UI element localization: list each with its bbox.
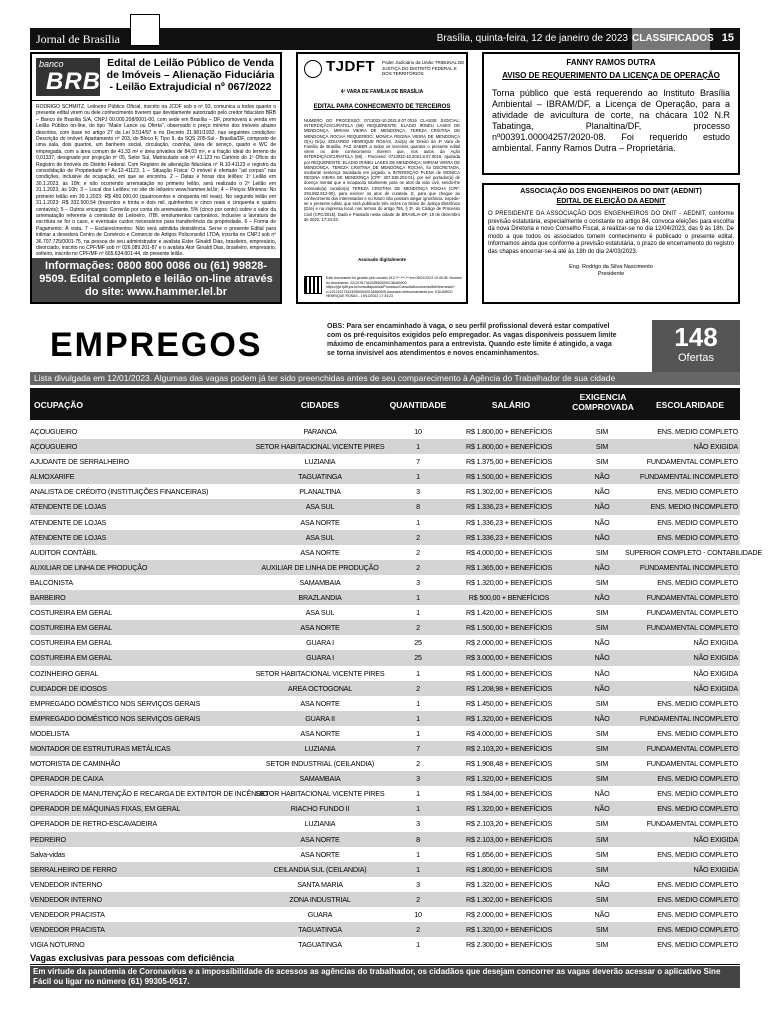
cell-exigencia: NÃO — [594, 487, 610, 497]
cell-exigencia: NÃO — [594, 713, 610, 723]
cell-salario: R$ 4.000,00 + BENEFÍCIOS — [465, 728, 553, 738]
cell-salario: R$ 1.365,00 + BENEFÍCIOS — [465, 562, 553, 572]
cell-escolaridade: ENS. MEDIO COMPLETO — [657, 532, 738, 542]
table-row — [30, 635, 740, 650]
cell-escolaridade: ENS. MEDIO COMPLETO — [657, 940, 738, 950]
cell-salario: R$ 2.000,00 + BENEFÍCIOS — [465, 910, 553, 919]
cell-quantidade: 7 — [416, 457, 420, 467]
cell-escolaridade: ENS. MEDIO COMPLETO — [657, 728, 738, 738]
cell-ocupacao: EMPREGADO DOMÉSTICO NOS SERVIÇOS GERAIS — [30, 698, 201, 708]
table-row — [30, 530, 740, 545]
cell-quantidade: 1 — [416, 804, 420, 814]
publication-name: Jornal de Brasília — [36, 32, 120, 46]
cell-quantidade: 1 — [416, 713, 420, 723]
cell-escolaridade: ENS. MEDIO COMPLETO — [657, 925, 738, 935]
cell-ocupacao: VENDEDOR INTERNO — [30, 879, 102, 889]
cell-quantidade: 3 — [416, 879, 420, 889]
cell-ocupacao: ATENDENTE DE LOJAS — [30, 517, 107, 527]
tjdft-institution: Poder Judiciário da União TRIBUNAL DE JUSTIÇA DO DISTRITO FEDERAL E DOS TERRITÓRIOS — [382, 60, 465, 76]
cell-quantidade: 1 — [416, 593, 420, 603]
cell-escolaridade: ENS. MEDIO COMPLETO — [657, 487, 738, 497]
cell-cidade: ASA NORTE — [300, 698, 340, 708]
cell-escolaridade: FUNDAMENTAL COMPLETO — [646, 759, 738, 769]
cell-salario: R$ 1.336,23 + BENEFÍCIOS — [465, 502, 553, 512]
cell-ocupacao: COSTUREIRA EM GERAL — [30, 623, 113, 633]
tjdft-logo: TJDFT — [326, 58, 376, 75]
cell-quantidade: 8 — [416, 834, 420, 844]
notice-name: FANNY RAMOS DUTRA — [566, 58, 656, 67]
cell-ocupacao: MODELISTA — [30, 728, 70, 738]
cell-cidade: TAGUATINGA — [298, 925, 342, 935]
cell-escolaridade: NÃO EXIGIDA — [693, 442, 738, 452]
cell-salario: R$ 1.800,00 + BENEFÍCIOS — [465, 442, 553, 452]
cell-quantidade: 1 — [416, 442, 420, 452]
cell-salario: R$ 2.103,00 + BENEFÍCIOS — [465, 834, 553, 844]
aednit-title: EDITAL DE ELEIÇÃO DA AEDNIT — [556, 198, 666, 205]
header-escolaridade: ESCOLARIDADE — [655, 400, 724, 410]
table-row — [30, 484, 740, 499]
cell-ocupacao: PEDREIRO — [30, 834, 66, 844]
empregos-observation: OBS: Para ser encaminhado à vaga, o seu perfil profissional deverá estar compatível com os pré-requisitos exigidos pelo empregador. As vagas disponíveis possuem limite máximo de encaminhamentos para a entrevista. Quando este limite é atingido, a vaga se torna invisível aos atendimentos e novos encaminhamentos. — [327, 323, 617, 357]
cell-ocupacao: VENDEDOR INTERNO — [30, 894, 102, 904]
header-cidades: CIDADES — [300, 400, 340, 410]
tjdft-signature: Assinado digitalmente — [357, 257, 406, 262]
cell-salario: R$ 1.302,00 + BENEFÍCIOS — [465, 487, 553, 497]
notice-title: AVISO DE REQUERIMENTO DA LICENÇA DE OPERAÇÃO — [502, 71, 720, 80]
cell-ocupacao: SERRALHEIRO DE FERRO — [30, 864, 117, 874]
cell-exigencia: NÃO — [594, 683, 610, 693]
cell-ocupacao: ATENDENTE DE LOJAS — [30, 502, 107, 512]
cell-quantidade: 2 — [416, 547, 420, 557]
cell-escolaridade: FUNDAMENTAL COMPLETO — [646, 819, 738, 829]
cell-salario: R$ 2.000,00 + BENEFÍCIOS — [465, 638, 553, 648]
table-row — [30, 666, 740, 681]
cell-exigencia: SIM — [595, 608, 609, 618]
aednit-signer: Eng. Rodrigo da Silva Nascimento — [569, 264, 653, 270]
cell-escolaridade: ENS. MEDIO COMPLETO — [657, 774, 738, 784]
jobs-table-header — [30, 388, 740, 420]
table-row — [30, 771, 740, 786]
cell-escolaridade: ENS. MEDIO COMPLETO — [657, 789, 738, 799]
cell-salario: R$ 1.336,23 + BENEFÍCIOS — [465, 517, 553, 527]
disability-jobs-heading: Vagas exclusivas para pessoas com deficiência — [30, 953, 740, 965]
cell-cidade: SAMAMBAIA — [299, 774, 341, 784]
cell-salario: R$ 1.320,00 + BENEFÍCIOS — [465, 804, 553, 814]
offers-label: Ofertas — [677, 352, 715, 364]
cell-exigencia: SIM — [595, 442, 609, 452]
cell-salario: R$ 1.320,00 + BENEFÍCIOS — [465, 925, 553, 935]
brb-logo — [36, 58, 100, 96]
cell-ocupacao: AÇOUGUEIRO — [30, 442, 78, 452]
offers-count-box — [652, 320, 740, 372]
table-row — [30, 877, 740, 892]
cell-exigencia: SIM — [595, 834, 609, 844]
cell-quantidade: 10 — [414, 427, 422, 436]
qr-code-icon — [304, 276, 322, 294]
cell-salario: R$ 1.302,00 + BENEFÍCIOS — [465, 894, 553, 904]
table-row — [30, 937, 740, 952]
cell-escolaridade: ENS. MEDIO COMPLETO — [657, 879, 738, 889]
cell-salario: R$ 1.600,00 + BENEFÍCIOS — [465, 668, 553, 678]
section-name: CLASSIFICADOS — [632, 28, 710, 50]
table-row — [30, 545, 762, 560]
cell-cidade: ASA NORTE — [300, 849, 340, 859]
cell-cidade: TAGUATINGA — [298, 940, 342, 950]
cell-escolaridade: ENS. MEDIO COMPLETO — [657, 517, 738, 527]
cell-cidade: PLANALTINA — [299, 487, 341, 497]
cell-ocupacao: CUIDADOR DE IDOSOS — [30, 683, 107, 693]
table-row — [30, 681, 740, 696]
cell-cidade: ASA NORTE — [300, 834, 340, 844]
tjdft-edital-ad — [296, 52, 468, 304]
cell-quantidade: 1 — [416, 940, 420, 950]
cell-cidade: ASA NORTE — [300, 547, 340, 557]
cell-exigencia: SIM — [595, 819, 609, 829]
table-row — [30, 424, 740, 439]
cell-cidade: ASA NORTE — [300, 623, 340, 633]
cell-exigencia: SIM — [595, 940, 609, 950]
cell-quantidade: 3 — [416, 819, 420, 829]
cell-exigencia: NÃO — [594, 789, 610, 799]
cell-salario: R$ 1.800,00 + BENEFÍCIOS — [465, 427, 553, 436]
cell-quantidade: 1 — [416, 608, 420, 618]
cell-cidade: AREA OCTOGONAL — [287, 683, 353, 693]
cell-ocupacao: OPERADOR DE CAIXA — [30, 774, 104, 784]
table-row — [30, 499, 740, 514]
cell-ocupacao: AUDITOR CONTÁBIL — [30, 547, 97, 557]
publication-date: Brasília, quinta-feira, 12 de janeiro de 2023 — [436, 33, 628, 44]
cell-quantidade: 2 — [416, 532, 420, 542]
table-row — [30, 605, 740, 620]
cell-salario: R$ 1.320,00 + BENEFÍCIOS — [465, 713, 553, 723]
cell-salario: R$ 1.500,00 + BENEFÍCIOS — [465, 623, 553, 633]
cell-salario: R$ 2.103,20 + BENEFÍCIOS — [465, 819, 553, 829]
cell-exigencia: NÃO — [594, 668, 610, 678]
table-row — [30, 454, 740, 469]
cell-salario: R$ 3.000,00 + BENEFÍCIOS — [465, 653, 553, 663]
cell-exigencia: NÃO — [594, 638, 610, 648]
cell-exigencia: SIM — [595, 457, 609, 467]
brb-logo-small: banco — [39, 59, 64, 69]
brb-ad-title: Edital de Leilão Público de Venda de Imóveis – Alienação Fiduciária - Leilão Extrajudicial nº 067/2022 — [106, 57, 275, 93]
cell-quantidade: 1 — [416, 668, 420, 678]
brb-logo-big: BRB — [46, 68, 101, 95]
cell-cidade: CEILANDIA SUL (CEILANDIA) — [273, 864, 367, 874]
cell-escolaridade: NÃO EXIGIDA — [693, 864, 738, 874]
cell-cidade: SAMAMBAIA — [299, 577, 341, 587]
table-row — [30, 620, 740, 635]
table-row — [30, 439, 740, 454]
cell-ocupacao: Salva-vidas — [30, 849, 65, 859]
cell-cidade: ASA SUL — [305, 608, 335, 618]
cell-exigencia: SIM — [595, 623, 609, 633]
cell-quantidade: 2 — [416, 623, 420, 633]
table-row — [30, 862, 740, 877]
cell-salario: R$ 500,00 + BENEFÍCIOS — [468, 593, 550, 603]
notice-body: Torna público que está requerendo ao Instituto Brasília Ambiental – IBRAM/DF, a Licença de Operação, para a atividade de avicultura de corte, na chácara 102 N.R Tabatinga, Planaltina/DF, processo nº00391.00004257/2020-08. Foi requerido estudo ambiental. Fanny Ramos Dutra – Proprietária. — [492, 88, 730, 153]
cell-salario: R$ 1.800,00 + BENEFÍCIOS — [465, 864, 553, 874]
cell-cidade: SETOR HABITACIONAL VICENTE PIRES — [255, 789, 385, 799]
table-row — [30, 741, 740, 756]
header-quantidade: QUANTIDADE — [389, 400, 447, 410]
cell-exigencia: SIM — [595, 728, 609, 738]
cell-ocupacao: MONTADOR DE ESTRUTURAS METÁLICAS — [30, 743, 171, 753]
cell-exigencia: NÃO — [594, 910, 610, 919]
cell-exigencia: SIM — [595, 577, 609, 587]
cell-cidade: ASA SUL — [305, 502, 335, 512]
cell-exigencia: NÃO — [594, 804, 610, 814]
cell-ocupacao: BARBEIRO — [30, 593, 66, 603]
cell-cidade: SETOR HABITACIONAL VICENTE PIRES — [255, 668, 385, 678]
tjdft-verification: Este documento foi gerado pelo usuário 012.***.***-** em 09/01/2023 10:49:36. Número do documento: 22121917342325500000136460000 https://pje.tjdft.jus.br/consultapublica/Processo/ConsultaDocumento/listView.seam?x=22121917342325500000136460000 Assinado eletronicamente por: EDUARDO HENRIQUE ROSAS - 19/12/2022 17:34:23 — [326, 276, 463, 298]
cell-exigencia: SIM — [595, 743, 609, 753]
cell-quantidade: 3 — [416, 577, 420, 587]
cell-exigencia: NÃO — [594, 653, 610, 663]
table-row — [30, 575, 740, 590]
cell-cidade: ASA SUL — [305, 532, 335, 542]
cell-escolaridade: NÃO EXIGIDA — [693, 683, 738, 693]
cell-ocupacao: ANALISTA DE CRÉDITO (INSTITUIÇÕES FINANCEIRAS) — [30, 487, 209, 497]
table-row — [30, 590, 740, 605]
brb-ad-footer: Informações: 0800 800 0086 ou (61) 99828-9509. Edital completo e leilão on-line através do site: www.hammer.lel.br — [32, 258, 280, 302]
cell-escolaridade: NÃO EXIGIDA — [693, 834, 738, 844]
cell-cidade: AUXILIAR DE LINHA DE PRODUÇÃO — [261, 562, 379, 572]
table-row — [30, 847, 740, 862]
cell-escolaridade: ENS. MEDIO COMPLETO — [657, 427, 738, 436]
table-row — [30, 560, 740, 575]
cell-exigencia: SIM — [595, 698, 609, 708]
cell-exigencia: NÃO — [594, 472, 610, 482]
cell-escolaridade: FUNDAMENTAL COMPLETO — [646, 608, 738, 618]
cell-quantidade: 1 — [416, 728, 420, 738]
cell-quantidade: 7 — [416, 743, 420, 753]
page-number: 15 — [721, 32, 734, 44]
cell-exigencia: NÃO — [594, 593, 610, 603]
cell-ocupacao: VENDEDOR PRACISTA — [30, 910, 105, 919]
cell-quantidade: 3 — [416, 487, 420, 497]
table-row — [30, 696, 740, 711]
table-row — [30, 756, 740, 771]
table-row — [30, 786, 740, 801]
coat-of-arms-icon — [304, 60, 322, 78]
brb-ad-body: RODRIGO SCHMITZ, Leiloeiro Público Oficial, inscrito na JCDF sob o nº 93, comunica a todos quanto o presente edital virem ou dele conhecimento tiverem que devidamente autorizado pelo credor fiduciário BRB – Banco de Brasília S/A, CNPJ 00.000.208/0001-00, com sede em Brasília – DF, promoverá a venda em Leilão Público on-line, do tipo "Maior Lance ou Oferta", observado o preço mínimo dos imóveis abaixo descritos, com base no artigo 27 da Lei 9.514/97 e no Decreto 21.981/1932, nas seguintes condições: Descrição do imóvel: Apartamento nº 203, do Bloco F, Tipo 9, da SQS 205-Sul - Brasília/DF, composto de uma sala, dois quartos, um banheiro social, circulação, cozinha, área de serviço, quarto e WC de empregada, com a área comum de 41,33 m² e área privativa de 84,03 m², e a fração ideal do terreno de 0,01337, designado por projeção nº 05, Setor Sul, Matriculado sob nº 41.123 no Cartório do 1º Ofício do Registro de Imóveis do Distrito Federal. Com Registro de alienação fiduciária nº R.10-41123 e registro da consolidação de Propriedade nº Av.12-41123. 1 – Situação Física: O imóvel é ofertado "ad corpus" nas condições, inclusive de ocupação, em que se encontra. 2 – Datas e horas dos leilões: 1º Leilão em 30.1.2023, às 10h; e não ocorrendo arrematação no primeiro leilão, será realizado o 2º Leilão em 31.1.2023, às 10h; 3 – Local dos Leilões: no site do leiloeiro www.hammer.lel.br; 4 – Preços Mínimos: No primeiro leilão em 30.1.2023: R$ 450.000,00 (quatrocentos e cinquenta mil reais). No segundo leilão em 31.1.2023: R$ 332.500,54 (trezentos e trinta e dois mil, quinhentos e cinco reais e cinquenta e quatro centavos); 5 – Outros encargos: Correrão por conta do arrematante, 5% (cinco por cento) sobre o valor da arrematação referente à comissão do Leiloeiro, ITBI, emolumentos cartorários. Inclusive a lavratura de escritura se for o caso, e eventuais custos necessários para transferência da propriedade. 6 – Forma de Pagamento: À vista. 7 – Esclarecimentos: Não será admitida desistência. Serve o presente Edital para intimar a devedora Centro de Comércio e Comercio de Artigos Policonsolid LTDA, inscrita no CNPJ sob nº 36.707.725/0001-75, na pessoa de seu administrador e avalista Ester Ginaldi Dias, brasileiro, empresário, divorciado, inscrito no CPF/MF sob nº 026.089.201-87 e o avalista Ator Ginaldi Dias, brasileiro, empresário, solteiro, inscrito no CPF/MF nº 665.634.001-44, do presente leilão. — [36, 104, 276, 258]
header-ocupacao: OCUPAÇÃO — [34, 400, 83, 410]
cell-exigencia: NÃO — [594, 562, 610, 572]
cell-quantidade: 25 — [414, 638, 422, 648]
table-row — [30, 726, 740, 741]
cell-cidade: ASA NORTE — [300, 728, 340, 738]
cell-exigencia: NÃO — [594, 502, 610, 512]
cell-escolaridade: FUNDAMENTAL INCOMPLETO — [639, 472, 738, 482]
tjdft-court: 4ª VARA DE FAMÍLIA DE BRASÍLIA — [340, 89, 424, 95]
table-row — [30, 907, 740, 922]
cell-salario: R$ 4.000,00 + BENEFÍCIOS — [465, 547, 553, 557]
cell-cidade: ZONA INDUSTRIAL — [289, 894, 351, 904]
table-row — [30, 515, 740, 530]
table-row — [30, 892, 740, 907]
cell-salario: R$ 1.208,98 + BENEFÍCIOS — [465, 683, 553, 693]
cell-escolaridade: NÃO EXIGIDA — [693, 653, 738, 663]
cell-ocupacao: VENDEDOR PRACISTA — [30, 925, 105, 935]
cell-cidade: LUZIANIA — [304, 457, 336, 467]
cell-escolaridade: FUNDAMENTAL COMPLETO — [646, 623, 738, 633]
list-date-notice: Lista divulgada em 12/01/2023. Algumas das vagas podem já ter sido preenchidas antes de seu comparecimento à Agência do Trabalhador de sua cidade — [30, 372, 740, 385]
cell-cidade: TAGUATINGA — [298, 472, 342, 482]
license-notice-ad — [482, 52, 740, 175]
cell-exigencia: SIM — [595, 759, 609, 769]
cell-escolaridade: ENS. MEDIO COMPLETO — [657, 910, 738, 919]
cell-quantidade: 3 — [416, 774, 420, 784]
cell-ocupacao: BALCONISTA — [30, 577, 73, 587]
cell-ocupacao: ALMOXARIFE — [30, 472, 75, 482]
cell-exigencia: SIM — [595, 864, 609, 874]
cell-ocupacao: COSTUREIRA EM GERAL — [30, 608, 113, 618]
cell-escolaridade: SUPERIOR COMPLETO - CONTABILIDADE — [625, 547, 762, 557]
empregos-banner — [30, 320, 740, 372]
cell-quantidade: 10 — [414, 910, 422, 919]
cell-escolaridade: ENS. MEDIO COMPLETO — [657, 894, 738, 904]
cell-quantidade: 1 — [416, 517, 420, 527]
aednit-role: Presidente — [597, 270, 625, 277]
cell-quantidade: 1 — [416, 789, 420, 799]
cell-quantidade: 1 — [416, 864, 420, 874]
cell-salario: R$ 1.450,00 + BENEFÍCIOS — [465, 698, 553, 708]
cell-escolaridade: ENS. MEDIO COMPLETO — [657, 577, 738, 587]
cell-ocupacao: AÇOUGUEIRO — [30, 427, 78, 436]
cell-escolaridade: ENS. MEDIO COMPLETO — [657, 698, 738, 708]
table-row — [30, 832, 740, 847]
cell-ocupacao: MOTORISTA DE CAMINHÃO — [30, 759, 121, 769]
cell-cidade: GUARA II — [305, 713, 335, 723]
cell-escolaridade: ENS. MEDIO INCOMPLETO — [650, 502, 738, 512]
cell-salario: R$ 2.300,00 + BENEFÍCIOS — [465, 940, 553, 950]
cell-ocupacao: VIGIA NOTURNO — [30, 940, 85, 950]
cell-cidade: GUARA I — [306, 653, 334, 663]
cell-cidade: PARANOA — [303, 427, 337, 436]
cell-ocupacao: OPERADOR DE MÁQUINAS FIXAS, EM GERAL — [30, 804, 181, 814]
cell-escolaridade: NÃO EXIGIDA — [693, 638, 738, 648]
cell-escolaridade: NÃO EXIGIDA — [693, 668, 738, 678]
cell-quantidade: 2 — [416, 894, 420, 904]
cell-escolaridade: ENS. MEDIO COMPLETO — [657, 849, 738, 859]
cell-ocupacao: AJUDANTE DE SERRALHEIRO — [30, 457, 129, 467]
cell-salario: R$ 1.584,00 + BENEFÍCIOS — [465, 789, 553, 799]
cell-cidade: LUZIANIA — [304, 819, 336, 829]
cell-exigencia: SIM — [595, 849, 609, 859]
tjdft-body: NÚMERO DO PROCESSO: 0713032-10.2021.8.07.0016 CLASSE JUDICIAL: INTERDIÇÃO/CURATELA (58) REQUERENTE: ELADIO IRINEU LASES DE MENDONÇA, MIRIAM VIEIRA DE MENDONÇA, TEREZA CRISTINA DE MENDONÇA ROCHA REQUERIDO: MONICA REGINA VIEIRA DE MENDONÇA O(A) Dr(a). EDUARDO HENRIQUE ROSAS, Juiz(a) de Direito da 4ª Vara de Família de Brasília, FAZ SABER a todos os terceiros quantos o presente edital virem ou dele conhecimento tiverem que, nos autos da Ação INTERDIÇÃO/CURATELA (58) - Processo: 0713032-10.2021.8.07.0016, ajuizada por REQUERENTE: ELADIO IRINEU LASES DE MENDONÇA, MIRIAM VIEIRA DE MENDONÇA, TEREZA CRISTINA DE MENDONÇA ROCHA, foi DECRETADA, mediante sentença transitada em julgado, a INTERDIÇÃO PLENA de MONICA REGINA VIEIRA DE MENDONÇA (CPF: 307.538.202-01), por ser portador(a) de doença mental que a incapacita totalmente para os atos da vida civil, sendo-lhe nomeado(a) curador(a) TEREZA CRISTINA DE MENDONÇA ROCHA (CPF: 294.882.812-00), para exercer os atos de curatela. E, para que chegue ao conhecimento dos interessados e no futuro não possam alegar ignorância, expede-se o presente edital, que será publicado três vezes no Diário de Justiça Eletrônico (DJe) e na imprensa local, nos termos do artigo 755, § 3º, do Código de Processo Civil (CPC/2015). Dado e Passado nesta cidade de BRASÍLIA-DF, 19 de dezembro de 2022, 17:34:23. — [304, 118, 460, 222]
cell-salario: R$ 1.656,00 + BENEFÍCIOS — [465, 849, 553, 859]
cell-escolaridade: FUNDAMENTAL INCOMPLETO — [639, 713, 738, 723]
cell-ocupacao: COZINHEIRO GERAL — [30, 668, 99, 678]
cell-escolaridade: ENS. MEDIO COMPLETO — [657, 804, 738, 814]
cell-cidade: BRAZLANDIA — [298, 593, 342, 603]
cell-cidade: ASA NORTE — [300, 517, 340, 527]
aednit-signature — [484, 264, 738, 277]
table-row — [30, 711, 740, 726]
table-row — [30, 650, 740, 665]
cell-exigencia: SIM — [595, 894, 609, 904]
cell-escolaridade: FUNDAMENTAL INCOMPLETO — [639, 562, 738, 572]
table-row — [30, 469, 740, 484]
cell-escolaridade: FUNDAMENTAL COMPLETO — [646, 457, 738, 467]
empregos-title: EMPREGOS — [50, 326, 263, 364]
cell-exigencia: SIM — [595, 774, 609, 784]
cell-escolaridade: FUNDAMENTAL COMPLETO — [646, 593, 738, 603]
cell-ocupacao: OPERADOR DE MANUTENÇÃO E RECARGA DE EXTINTOR DE INCÊNDIO — [30, 789, 269, 799]
cell-exigencia: NÃO — [594, 532, 610, 542]
jobs-table-body — [30, 424, 762, 952]
cell-cidade: SETOR INDUSTRIAL (CEILANDIA) — [265, 759, 375, 769]
qr-code-icon — [130, 14, 160, 46]
aednit-body: O PRESIDENTE DA ASSOCIAÇÃO DOS ENGENHEIROS DO DNIT - AEDNIT, conforme previsão estatutária, especialmente o constante no artigo 84, convoca eleições para escolha da nova Diretoria e novo Conselho Fiscal, a realizar-se no dia 12/04/2023, das 9 às 18h. De modo a que todos os associados tomem conhecimento é publicado o presente edital. Informamos ainda que conforme a previsão estatutária, o prazo de encerramento do registro das chapas encerrar-se-á até às 18h do dia 24/03/2023. — [488, 211, 734, 255]
table-row — [30, 801, 740, 816]
cell-cidade: GUARA I — [306, 638, 334, 648]
cell-cidade: LUZIANIA — [304, 743, 336, 753]
cell-ocupacao: EMPREGADO DOMÉSTICO NOS SERVIÇOS GERAIS — [30, 713, 201, 723]
cell-quantidade: 2 — [416, 683, 420, 693]
cell-salario: R$ 1.320,00 + BENEFÍCIOS — [465, 774, 553, 784]
cell-quantidade: 1 — [416, 472, 420, 482]
header-salario: SALÁRIO — [491, 400, 531, 410]
aednit-name: ASSOCIAÇÃO DOS ENGENHEIROS DO DNIT (AEDNIT) — [520, 188, 702, 195]
cell-quantidade: 1 — [416, 698, 420, 708]
cell-quantidade: 2 — [416, 925, 420, 935]
cell-quantidade: 2 — [416, 759, 420, 769]
cell-ocupacao: OPERADOR DE RETRO-ESCAVADEIRA — [30, 819, 157, 829]
cell-salario: R$ 1.375,00 + BENEFÍCIOS — [465, 457, 553, 467]
cell-quantidade: 1 — [416, 849, 420, 859]
cell-salario: R$ 2.103,20 + BENEFÍCIOS — [465, 743, 553, 753]
cell-ocupacao: COSTUREIRA EM GERAL — [30, 653, 113, 663]
cell-quantidade: 25 — [414, 653, 422, 663]
cell-exigencia: SIM — [595, 925, 609, 935]
brb-auction-ad — [30, 52, 282, 304]
table-row — [30, 816, 740, 831]
cell-salario: R$ 1.320,00 + BENEFÍCIOS — [465, 577, 553, 587]
cell-exigencia: NÃO — [594, 879, 610, 889]
cell-salario: R$ 1.500,00 + BENEFÍCIOS — [465, 472, 553, 482]
aednit-election-ad — [482, 183, 740, 304]
cell-salario: R$ 1.420,00 + BENEFÍCIOS — [465, 608, 553, 618]
cell-exigencia: NÃO — [594, 517, 610, 527]
cell-exigencia: SIM — [595, 427, 609, 436]
cell-cidade: SETOR HABITACIONAL VICENTE PIRES — [255, 442, 385, 452]
cell-ocupacao: ATENDENTE DE LOJAS — [30, 532, 107, 542]
cell-cidade: GUARA — [307, 910, 333, 919]
cell-ocupacao: COSTUREIRA EM GERAL — [30, 638, 113, 648]
cell-salario: R$ 1.908,48 + BENEFÍCIOS — [465, 759, 553, 769]
cell-quantidade: 2 — [416, 562, 420, 572]
cell-exigencia: SIM — [595, 547, 609, 557]
cell-salario: R$ 1.320,00 + BENEFÍCIOS — [465, 879, 553, 889]
offers-count: 148 — [674, 322, 718, 352]
cell-cidade: RIACHO FUNDO II — [290, 804, 350, 814]
cell-ocupacao: AUXILIAR DE LINHA DE PRODUÇÃO — [30, 562, 148, 572]
pandemic-notice: Em virtude da pandemia de Coronavírus e a impossibilidade de acessos as agências do trabalhador, os cidadãos que desejam concorrer as vagas deverão acessar o aplicativo Sine Fácil ou ligar no número (61) 99305-0517. — [30, 966, 740, 988]
header-exigencia: EXIGENCIA COMPROVADA — [572, 392, 634, 412]
tjdft-edital-title: EDITAL PARA CONHECIMENTO DE TERCEIROS — [313, 104, 451, 110]
cell-cidade: SANTA MARIA — [297, 879, 343, 889]
cell-quantidade: 8 — [416, 502, 420, 512]
table-row — [30, 922, 740, 937]
cell-salario: R$ 1.336,23 + BENEFÍCIOS — [465, 532, 553, 542]
cell-escolaridade: FUNDAMENTAL COMPLETO — [646, 743, 738, 753]
